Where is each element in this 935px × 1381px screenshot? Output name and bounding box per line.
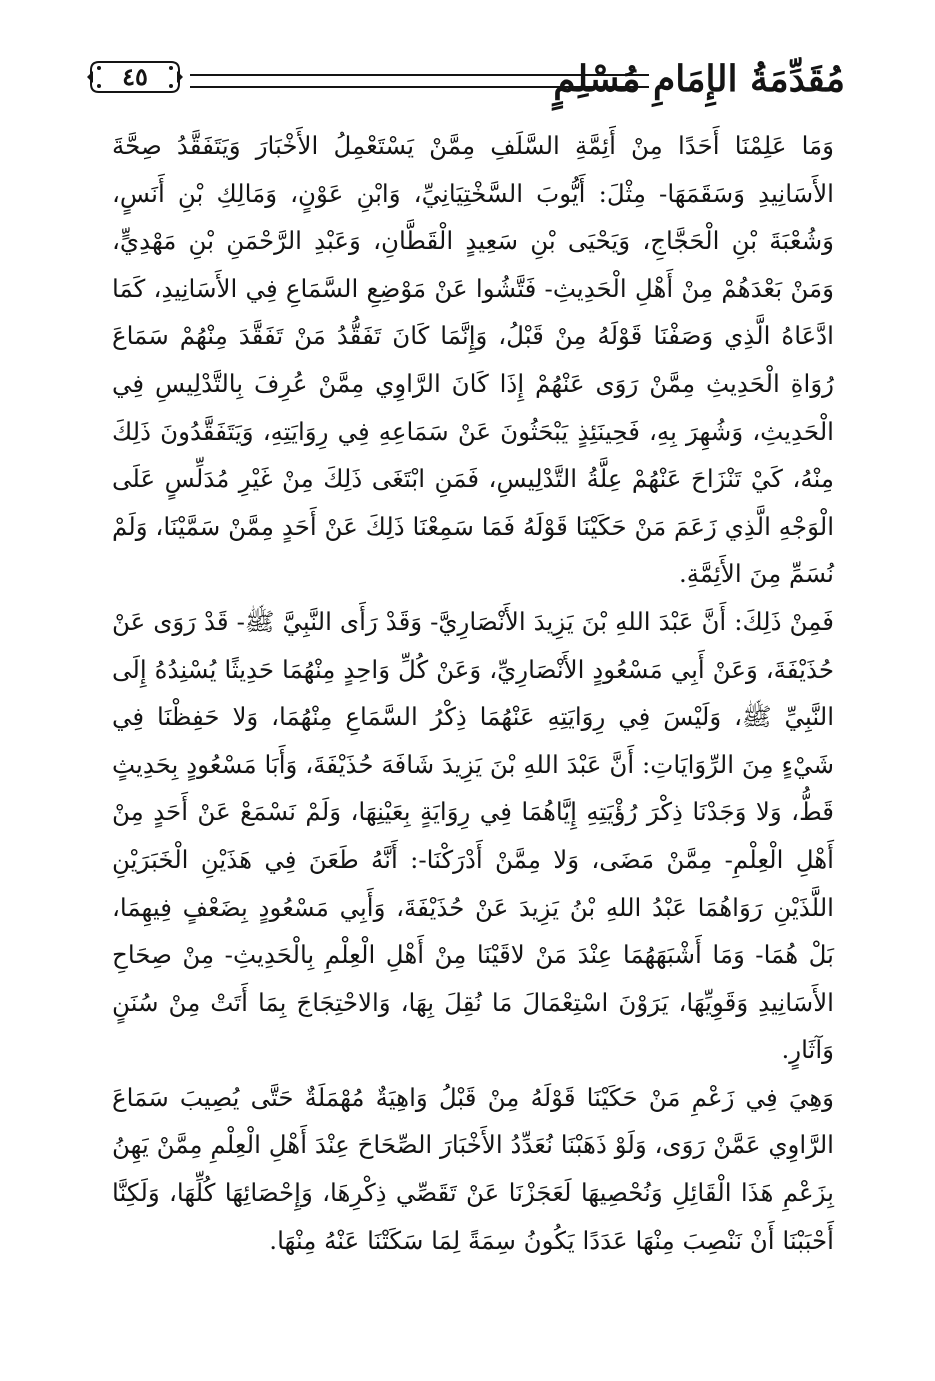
paragraph-1: وَمَا عَلِمْنَا أَحَدًا مِنْ أَئِمَّةِ السَّلَفِ مِمَّنْ يَسْتَعْمِلُ الأَخْبَارَ وَيَتَفَقَّدُ صِحَّةَ الأَسَانِيدِ وَسَقَمَهَا- مِثْلَ: أَيُّوبَ السَّخْتِيَانِيِّ، وَابْنِ عَوْنٍ، وَمَالِكِ بْنِ أَنَسٍ، وَشُعْبَةَ بْنِ الْحَجَّاجِ، وَيَحْيَى بْنِ سَعِيدٍ الْقَطَّانِ، وَعَبْدِ الرَّحْمَنِ بْنِ مَهْدِيٍّ، وَمَنْ بَعْدَهُمْ مِنْ أَهْلِ الْحَدِيثِ- فَتَّشُوا عَنْ مَوْضِعِ السَّمَاعِ فِي الأَسَانِيدِ، كَمَا ادَّعَاهُ الَّذِي وَصَفْنَا قَوْلَهُ مِنْ قَبْلُ، وَإِنَّمَا كَانَ تَفَقُّدُ مَنْ تَفَقَّدَ مِنْهُمْ سَمَاعَ رُوَاةِ الْحَدِيثِ مِمَّنْ رَوَى عَنْهُمْ إِذَا كَانَ الرَّاوِي مِمَّنْ عُرِفَ بِالتَّدْلِيسِ فِي الْحَدِيثِ، وَشُهِرَ بِهِ، فَحِينَئِذٍ يَبْحَثُونَ عَنْ سَمَاعِهِ فِي رِوَايَتِهِ، وَيَتَفَقَّدُونَ ذَلِكَ مِنْهُ، كَيْ تَنْزَاحَ عَنْهُمْ عِلَّةُ التَّدْلِيسِ، فَمَنِ ابْتَغَى ذَلِكَ مِنْ غَيْرِ مُدَلِّسٍ عَلَى الْوَجْهِ الَّذِي زَعَمَ مَنْ حَكَيْنَا قَوْلَهُ فَمَا سَمِعْنَا ذَلِكَ عَنْ أَحَدٍ مِمَّنْ سَمَّيْنَا، وَلَمْ نُسَمِّ مِنَ الأَئِمَّةِ. (112, 131, 834, 589)
page-number-frame (85, 56, 185, 98)
page-header (85, 52, 845, 106)
page-number: ٤٥ (122, 62, 148, 91)
running-title: مُقَدِّمَةُ الإِمَامِ مُسْلِمٍ (553, 58, 845, 100)
paragraph-3: وَهِيَ فِي زَعْمِ مَنْ حَكَيْنَا قَوْلَهُ مِنْ قَبْلُ وَاهِيَةٌ مُهْمَلَةٌ حَتَّى يُصِيبَ سَمَاعَ الرَّاوِي عَمَّنْ رَوَى، وَلَوْ ذَهَبْنَا نُعَدِّدُ الأَخْبَارَ الصِّحَاحَ عِنْدَ أَهْلِ الْعِلْمِ مِمَّنْ يَهِنُ بِزَعْمِ هَذَا الْقَائِلِ وَنُحْصِيهَا لَعَجَزْنَا عَنْ تَقَصِّي ذِكْرِهَا، وَإِحْصَائِهَا كُلِّهَا، وَلَكِنَّا أَحْبَبْنَا أَنْ نَنْصِبَ مِنْهَا عَدَدًا يَكُونُ سِمَةً لِمَا سَكَتْنَا عَنْهُ مِنْهَا. (112, 1082, 834, 1255)
main-text (112, 122, 834, 1264)
paragraph-2: فَمِنْ ذَلِكَ: أَنَّ عَبْدَ اللهِ بْنَ يَزِيدَ الأَنْصَارِيَّ- وَقَدْ رَأَى النَّبِيَّ ﷺ- قَدْ رَوَى عَنْ حُذَيْفَةَ، وَعَنْ أَبِي مَسْعُودٍ الأَنْصَارِيِّ، وَعَنْ كُلِّ وَاحِدٍ مِنْهُمَا حَدِيثًا يُسْنِدُهُ إِلَى النَّبِيِّ ﷺ، وَلَيْسَ فِي رِوَايَتِهِ عَنْهُمَا ذِكْرُ السَّمَاعِ مِنْهُمَا، وَلا حَفِظْنَا فِي شَيْءٍ مِنَ الرِّوَايَاتِ: أَنَّ عَبْدَ اللهِ بْنَ يَزِيدَ شَافَهَ حُذَيْفَةَ، وَأَبَا مَسْعُودٍ بِحَدِيثٍ قَطُّ، وَلا وَجَدْنَا ذِكْرَ رُؤْيَتِهِ إِيَّاهُمَا فِي رِوَايَةٍ بِعَيْنِهَا، وَلَمْ نَسْمَعْ عَنْ أَحَدٍ مِنْ أَهْلِ الْعِلْمِ- مِمَّنْ مَضَى، وَلا مِمَّنْ أَدْرَكْنَا-: أَنَّهُ طَعَنَ فِي هَذَيْنِ الْخَبَرَيْنِ اللَّذَيْنِ رَوَاهُمَا عَبْدُ اللهِ بْنُ يَزِيدَ عَنْ حُذَيْفَةَ، وَأَبِي مَسْعُودٍ بِضَعْفٍ فِيهِمَا، بَلْ هُمَا- وَمَا أَشْبَهَهُمَا عِنْدَ مَنْ لاقَيْنَا مِنْ أَهْلِ الْعِلْمِ بِالْحَدِيثِ- مِنْ صِحَاحِ الأَسَانِيدِ وَقَوِيِّهَا، يَرَوْنَ اسْتِعْمَالَ مَا نُقِلَ بِهَا، وَالاحْتِجَاجَ بِمَا أَتَتْ مِنْ سُنَنٍ وَآثَارٍ. (112, 606, 834, 1065)
